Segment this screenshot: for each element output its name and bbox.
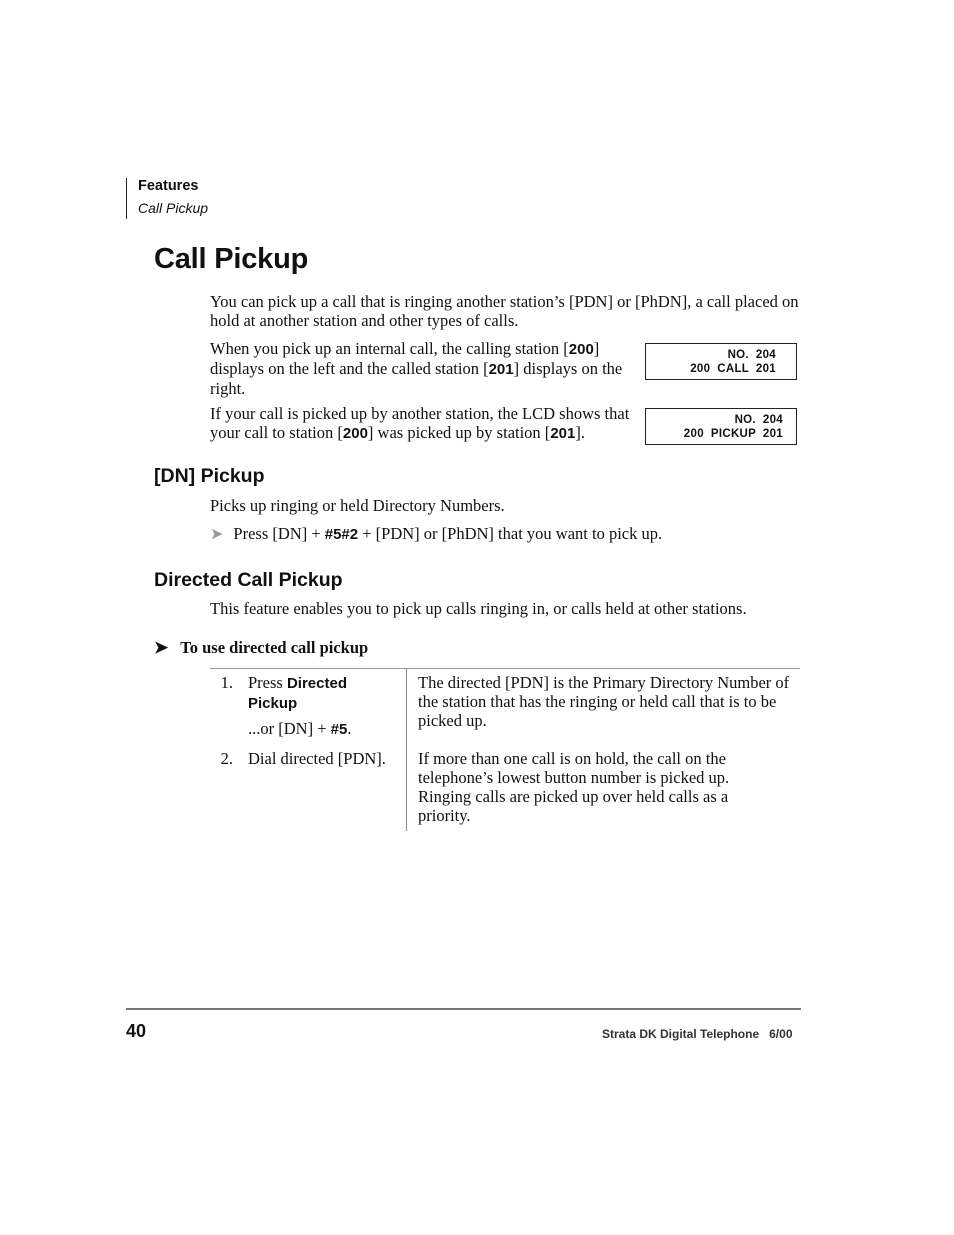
feature-code: #5#2 [324,526,359,543]
intro-paragraph: You can pick up a call that is ringing another station’s [PDN] or [PhDN], a call placed on hold at another station and other types of calls. [210,292,799,330]
running-header-section: Features [138,178,199,194]
table-column-divider [406,669,407,831]
your-station: 200 [342,425,368,442]
directed-pickup-heading: Directed Call Pickup [154,569,343,591]
lcd-line-1: NO. 204 [727,349,776,361]
step-2-action: Dial directed [PDN]. [248,749,386,768]
dn-pickup-description: Picks up ringing or held Directory Numbers. [210,496,505,515]
dn-pickup-heading: [DN] Pickup [154,465,265,487]
lcd-line-2: 200 CALL 201 [690,363,776,375]
internal-call-paragraph: When you pick up an internal call, the calling station [200] displays on the left and the called station [201] displays on the right. [210,339,623,398]
step-2-number: 2. [220,749,233,768]
table-top-rule [210,668,800,669]
picked-up-paragraph: If your call is picked up by another station, the LCD shows that your call to station [200] was picked up by station [201]. [210,404,630,442]
running-header-subsection: Call Pickup [138,200,209,216]
lcd-line-1: NO. 204 [734,414,783,426]
calling-station: 200 [568,341,594,358]
step-arrow-icon: ➤ [210,526,224,543]
feature-code: #5 [330,721,348,738]
step-1-description: The directed [PDN] is the Primary Directory Number of the station that has the ringing or held call that is to be picked up. [418,673,790,730]
header-rule [126,178,127,219]
lcd-display-pickup [645,408,797,445]
called-station: 201 [488,361,514,378]
page-title: Call Pickup [154,243,309,275]
directed-pickup-description: This feature enables you to pick up calls ringing in, or calls held at other stations. [210,599,747,618]
procedure-arrow-icon: ➤ [154,638,169,657]
picker-station: 201 [550,425,576,442]
lcd-line-2: 200 PICKUP 201 [683,428,783,440]
dn-pickup-step: ➤ Press [DN] + #5#2 + [PDN] or [PhDN] that you want to pick up. [210,524,663,543]
step-1-action: Press Directed Pickup [248,673,347,712]
step-2-description: If more than one call is on hold, the call on the telephone’s lowest button number is picked up. Ringing calls are picked up over held calls as a priority. [418,749,730,825]
procedure-heading: ➤ To use directed call pickup [154,638,369,657]
footer-document-title: Strata DK Digital Telephone 6/00 [602,1027,793,1041]
step-1-number: 1. [220,673,233,692]
lcd-display-call [645,343,797,380]
step-1-alternative: ...or [DN] + #5. [248,719,352,738]
page-number: 40 [126,1021,147,1041]
footer-rule [126,1008,801,1010]
directed-pickup-button-label: Directed Pickup [248,675,347,712]
